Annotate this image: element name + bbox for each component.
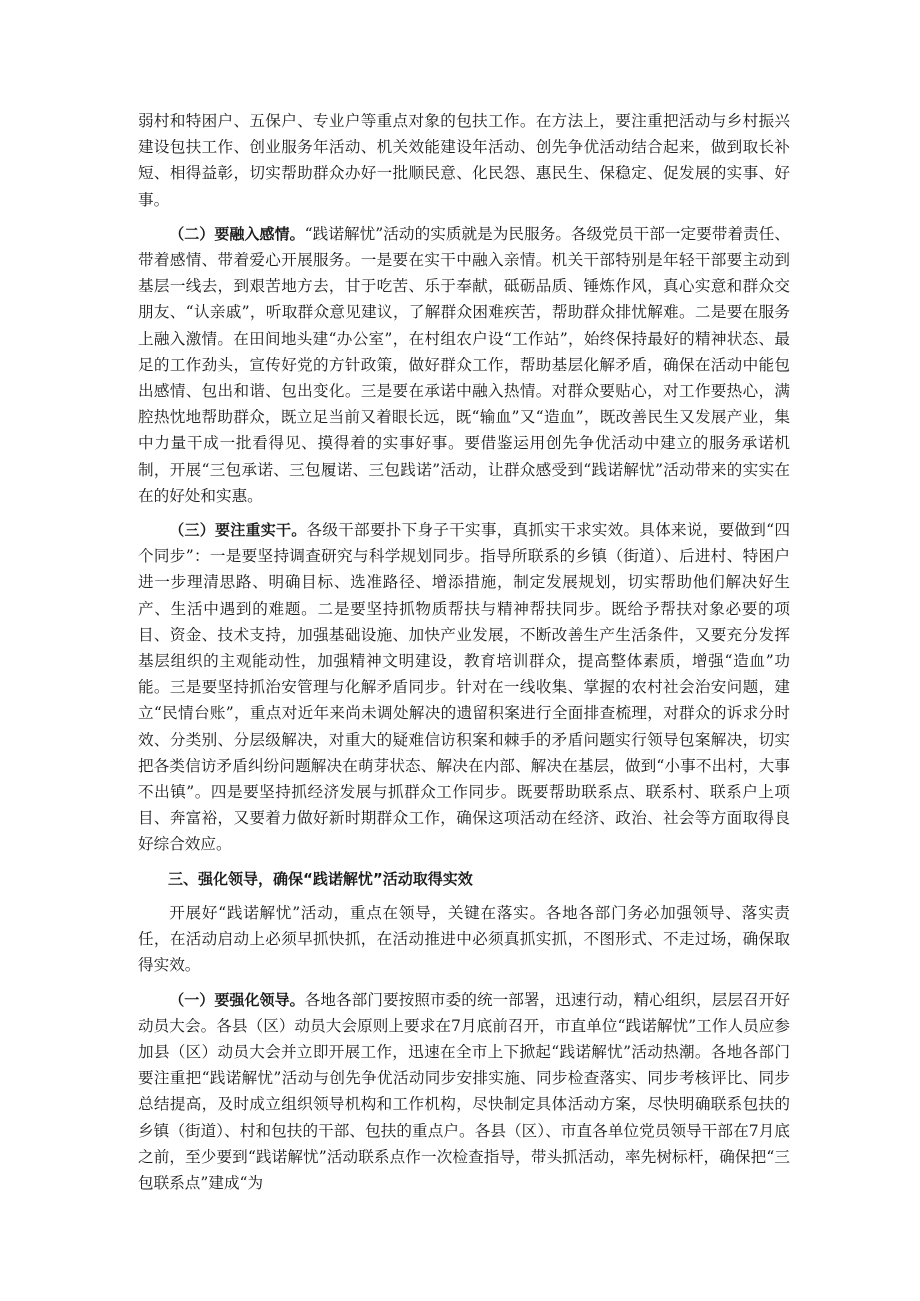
paragraph-practical-work	[138, 517, 790, 858]
paragraph-body: 各地各部门要按照市委的统一部署，迅速行动，精心组织，层层召开好动员大会。各县（区）动员大会原则上要求在7月底前召开，市直单位“践诺解忧”工作人员应参加县（区）动员大会并立即开展工作，迅速在全市上下掀起“践诺解忧”活动热潮。各地各部门要注重把“践诺解忧”活动与创先争优活动同步安排实施、同步检查落实、同步考核评比、同步总结提高，及时成立组织领导机构和工作机构，尽快制定具体活动方案，尽快明确联系包扶的乡镇（街道）、村和包扶的干部、包扶的重点户。各县（区）、市直各单位党员领导干部在7月底之前，至少要到“践诺解忧”活动联系点作一次检查指导，带头抓活动，率先树标杆，确保把“三包联系点”建成“为	[138, 990, 790, 1192]
paragraph-lead: （三）要注重实干。	[169, 521, 307, 540]
paragraph-body: 各级干部要扑下身子干实事，真抓实干求实效。具体来说，要做到“四个同步”：一是要坚持调查研究与科学规划同步。指导所联系的乡镇（街道）、后进村、特困户进一步理清思路、明确目标、选准路径、增添措施，制定发展规划，切实帮助他们解决好生产、生活中遇到的难题。二是要坚持抓物质帮扶与精神帮扶同步。既给予帮扶对象必要的项目、资金、技术支持，加强基础设施、加快产业发展，不断改善生产生活条件，又要充分发挥基层组织的主观能动性，加强精神文明建设，教育培训群众，提高整体素质，增强“造血”功能。三是要坚持抓治安管理与化解矛盾同步。针对在一线收集、掌握的农村社会治安问题，建立“民情台账”，重点对近年来尚未调处解决的遗留积案进行全面排查梳理，对群众的诉求分时效、分类别、分层级解决，对重大的疑难信访积案和棘手的矛盾问题实行领导包案解决，切实把各类信访矛盾纠纷问题解决在萌芽状态、解决在内部、解决在基层，做到“小事不出村，大事不出镇”。四是要坚持抓经济发展与抓群众工作同步。既要帮助联系点、联系村、联系户上项目、奔富裕，又要着力做好新时期群众工作，确保这项活动在经济、政治、社会等方面取得良好综合效应。	[138, 521, 790, 854]
paragraph-section-intro: 开展好“践诺解忧”活动，重点在领导，关键在落实。各地各部门务必加强领导、落实责任，在活动启动上必须早抓快抓，在活动推进中必须真抓实抓，不图形式、不走过场，确保取得实效。	[138, 903, 790, 975]
paragraph-integrate-feelings	[138, 221, 790, 509]
paragraph-body: “践诺解忧”活动的实质就是为民服务。各级党员干部一定要带着责任、带着感情、带着爱心开展服务。一是要在实干中融入亲情。机关干部特别是年轻干部要主动到基层一线去，到艰苦地方去，甘于吃苦、乐于奉献，砥砺品质、锤炼作风，真心实意和群众交朋友、“认亲戚”，听取群众意见建议，了解群众困难疾苦，帮助群众排忧解难。二是要在服务上融入激情。在田间地头建“办公室”，在村组农户设“工作站”，始终保持最好的精神状态、最足的工作劲头，宣传好党的方针政策，做好群众工作，帮助基层化解矛盾，确保在活动中能包出感情、包出和谐、包出变化。三是要在承诺中融入热情。对群众要贴心，对工作要热心，满腔热忱地帮助群众，既立足当前又着眼长远，既“输血”又“造血”，既改善民生又发展产业，集中力量干成一批看得见、摸得着的实事好事。要借鉴运用创先争优活动中建立的服务承诺机制，开展“三包承诺、三包履诺、三包践诺”活动，让群众感受到“践诺解忧”活动带来的实实在在的好处和实惠。	[138, 224, 790, 505]
document-page	[138, 108, 790, 1204]
paragraph-lead: （一）要强化领导。	[169, 990, 305, 1009]
paragraph-continuation: 弱村和特困户、五保户、专业户等重点对象的包扶工作。在方法上，要注重把活动与乡村振兴建设包扶工作、创业服务年活动、机关效能建设年活动、创先争优活动结合起来，做到取长补短、相得益彰，切实帮助群众办好一批顺民意、化民怨、惠民生、保稳定、促发展的实事、好事。	[138, 112, 790, 209]
section-heading: 三、强化领导，确保“践诺解忧”活动取得实效	[168, 869, 473, 888]
paragraph-lead: （二）要融入感情。	[169, 224, 305, 243]
paragraph-strengthen-leadership	[138, 987, 790, 1197]
